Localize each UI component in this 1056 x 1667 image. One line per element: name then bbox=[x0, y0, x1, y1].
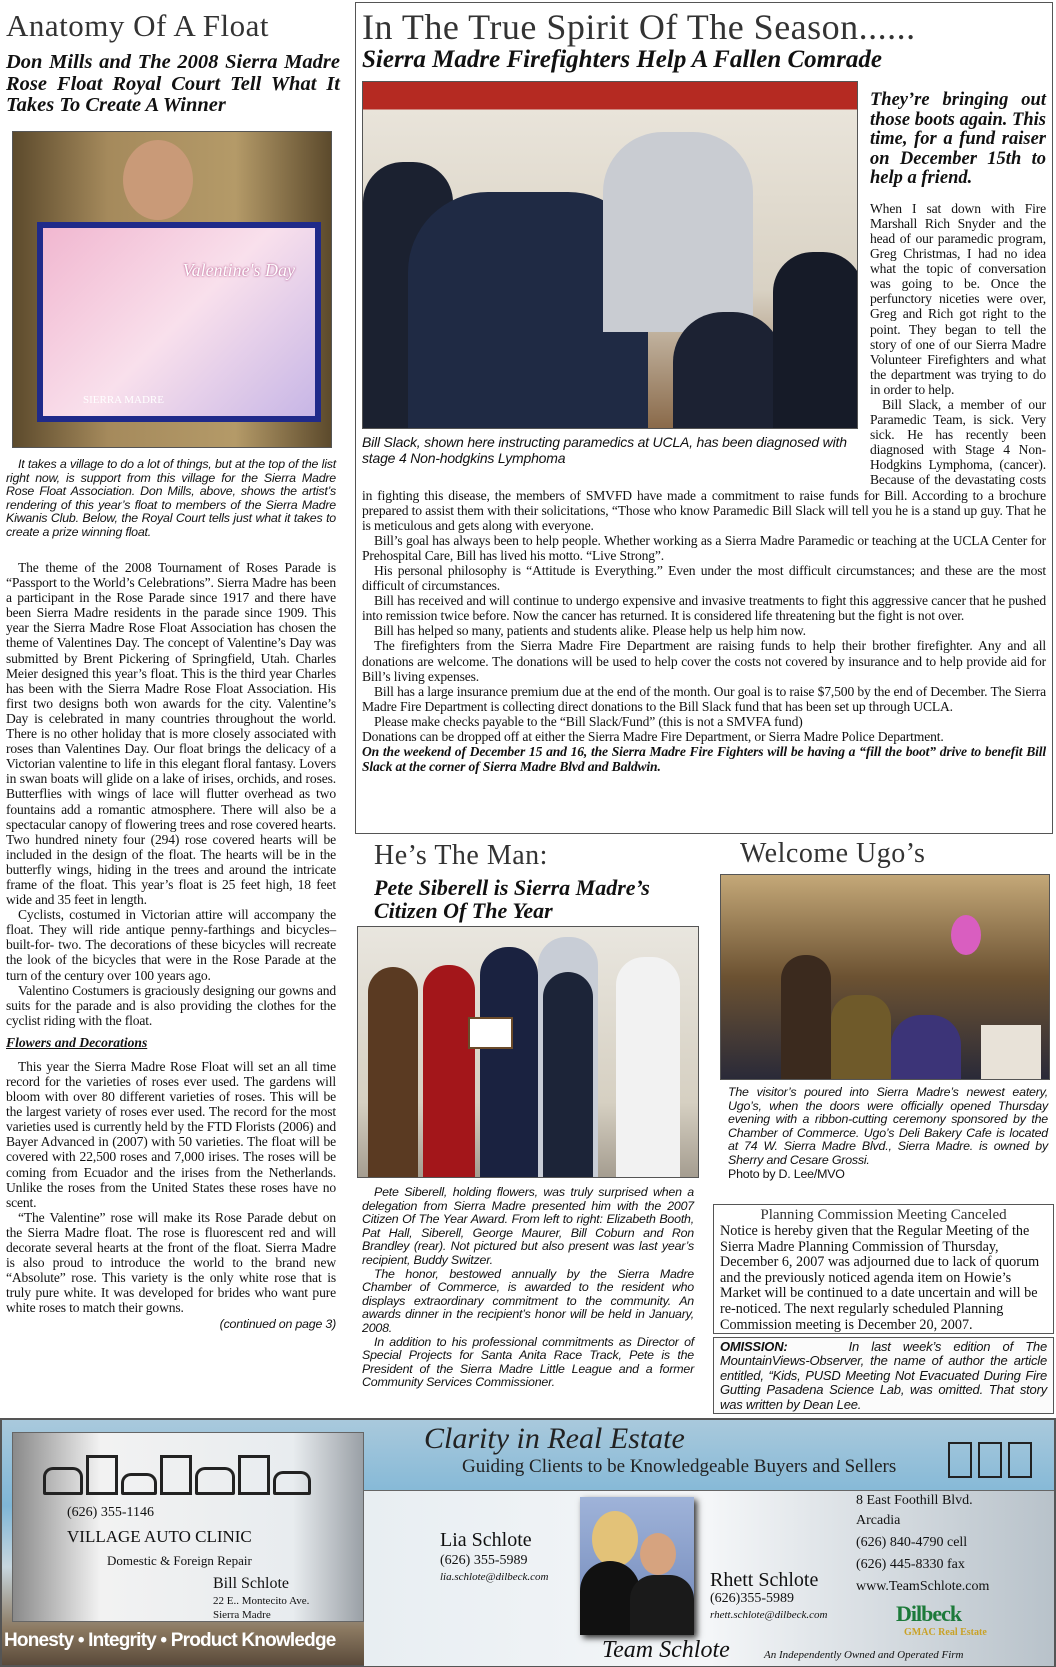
paragraph: Bill Slack, a member of our Paramedic Team, is sick. Very sick. He has recently been diagnosed with Stage 4 Non-Hodgkins Lymphoma, (cancer). Because of the devastating costs in fighting this disease, the members of SMVFD have made a commitment to raise funds for Bill. According to a brochure prepared to assist them with their solicitations, “Those who know Paramedic Bill Slack will tell you he is a stand up guy. That he is meticulous and gets along with everyone. bbox=[362, 396, 1046, 533]
float-rendering-board bbox=[37, 222, 321, 422]
citizen-photo bbox=[357, 926, 699, 1178]
auto-name: VILLAGE AUTO CLINIC bbox=[67, 1527, 252, 1546]
paragraph: Donations can be dropped off at either the Sierra Madre Fire Department, or Sierra Madre Police Department. bbox=[362, 729, 944, 745]
paragraph: “The Valentine” rose will make its Rose Parade debut on the Sierra Madre float. The rose is fluorescent red and will decorate several hearts at the front of the float. Sierra Madre is also proud to introduce the world to the brand new “Absolute” rose. This variety is the only white rose that is truly pure white. It was developed for brides who want pure white roses to match their gowns. bbox=[6, 1209, 336, 1316]
paragraph: Please make checks payable to the “Bill Slack/Fund” (this is not a SMVFA fund) bbox=[374, 713, 803, 729]
omission-body: In last week’s edition of The MountainViews-Observer, the name of author the article entitled, “Kids, PUSD Meeting Not Evacuated During Fire Gutting Pasadena Science Lab, was omitted. That story was written by Dean Lee. bbox=[720, 1339, 1047, 1412]
subhead: Pete Siberell is Sierra Madre’s Citizen Of The Year bbox=[374, 875, 650, 924]
caption-text: Pete Siberell, holding flowers, was truly surprised when a delegation from Sierra Madre presented him with the 2007 Citizen Of The Year Award. From left to right: Elizabeth Booth, Pat Hall, Siberell, George Maurer, Bill Coburn and Ron Brandley (rear). Not pictured but also present was last year’s recipient, Buddy Switzer. bbox=[362, 1185, 694, 1267]
caption-text: It takes a village to do a lot of things, but at the top of the list right now, is support from this village for the Sierra Madre Rose Float Association. Don Mills, above, shows the artist’s rendering of this year’s float to members of the Sierra Madre Kiwanis Club. Below, the Royal Court tells just what it takes to create a prize winning float. bbox=[6, 457, 336, 539]
fire-article bbox=[355, 2, 1053, 834]
team-name: Team Schlote bbox=[602, 1637, 730, 1663]
paragraph: Bill has helped so many, patients and students alike. Please help us help him now. bbox=[374, 623, 806, 639]
float-article bbox=[6, 8, 340, 117]
caption-text: The visitor’s poured into Sierra Madre’s newest eatery, Ugo’s, when the doors were officially opened Thursday evening with a ribbon-cutting ceremony sponsored by the Chamber of Commerce. Ugo’s Deli Bakery Cafe is located at 74 W. Sierra Madre Blvd., Sierra Madre. is owned by Sherry and Cesare Grossi. bbox=[728, 1085, 1048, 1167]
paragraph: Cyclists, costumed in Victorian attire will accompany the float. They will ride antique penny-farthings and bicycles–built-for- two. The decorations of these bicycles will recreate the look of the bicycles that were in the Rose Parade at the turn of the century over 100 years ago. bbox=[6, 907, 336, 983]
person-face bbox=[123, 140, 193, 220]
subhead: Don Mills and The 2008 Sierra Madre Rose Float Royal Court Tell What It Takes To Create A Winner bbox=[6, 51, 340, 117]
agents-photo bbox=[580, 1497, 694, 1635]
auto-phone: (626) 355-1146 bbox=[67, 1505, 154, 1520]
float-article-body bbox=[6, 560, 336, 1331]
rendering-title: Valentine's Day bbox=[182, 260, 295, 280]
paragraph: The theme of the 2008 Tournament of Roses Parade is “Passport to the World’s Celebrations”. Sierra Madre has been a participant in the Rose Parade since 1917 and there have been Sierra Madre residents in the parade since 1909. This year the Sierra Madre Rose Float Association has chosen the theme of Valentines Day. The concept of Valentine’s Day was submitted by Brent Pickering of Springfield, Utah. Charles Meier designed this year’s float. This is the third year Charles has been with the Sierra Madre Rose Float Association. His first two designs both won awards for the city. Valentine’s Day is celebrated in many countries throughout the world. There is no other holiday that is more closely associated with roses than Valentines Day. Our float brings the delicacy of a Victorian valentine to life in this elegant floral fantasy. Lovers in swan boats will glide on a lake of irises, orchids, and roses. Butterflies with wings of lace will flutter overhead as two fountains add a romantic atmosphere. There will also be a spectacular canopy of flowering trees and rose covered hearts. Two hundred ninety four (294) rose covered hearts will be included in the design of the float. The hearts will be in the butterfly wings, hiding in the trees and around the intricate frame of the float. This year’s float is 25 feet high, 18 feet wide and 35 feet in length. bbox=[6, 560, 336, 908]
continued-note: (continued on page 3) bbox=[219, 1316, 336, 1331]
headline: He’s The Man: bbox=[374, 840, 548, 871]
auto-clinic-card bbox=[12, 1432, 364, 1622]
subhead: Sierra Madre Firefighters Help A Fallen Comrade bbox=[362, 46, 882, 73]
vintage-cars-icon bbox=[43, 1455, 343, 1495]
caption-text: The honor, bestowed annually by the Sierra Madre Chamber of Commerce, is awarded to the resident who displays extraordinary commitment to the community. An awards dinner in the recipient’s honor will be held in January, 2008. bbox=[362, 1266, 694, 1335]
firefighters-photo bbox=[362, 81, 858, 429]
headline: In The True Spirit Of The Season...... bbox=[362, 7, 916, 47]
paragraph: This year the Sierra Madre Rose Float will set an all time record for the varieties of roses ever used. The gardens will bloom with over 80 different varieties of roses. This will be the largest variety of roses ever used. The record for the most varieties used is currently held by the FTD Florists (2006) and Bayer Advanced in (2007) with 50 varieties. The float will be covered with 22,500 roses and 7,000 irises. The roses will be coming from Ecuador and the irises from the Netherlands. Unlike the roses from the United States these roses have no scent. bbox=[6, 1058, 336, 1210]
caption-text: In addition to his professional commitments as Director of Special Projects for Santa Anita Race Track, Pete is the President of the Sierra Madre Little League and a former Community Services Commissioner. bbox=[362, 1334, 694, 1390]
realty-card bbox=[364, 1490, 1054, 1666]
closing-paragraph: On the weekend of December 15 and 16, the Sierra Madre Fire Fighters will be having a “fill the boot” drive to benefit Bill Slack at the corner of Sierra Madre Blvd and Baldwin. bbox=[362, 744, 1046, 775]
agent1-name: Lia Schlote bbox=[440, 1529, 532, 1551]
paragraph: Valentino Costumers is graciously designing our gowns and suits for the parade and is also providing the clothes for the cyclist riding with the float. bbox=[6, 982, 336, 1028]
auto-slogan: Honesty • Integrity • Product Knowledge bbox=[4, 1630, 336, 1651]
auto-tagline: Domestic & Foreign Repair bbox=[107, 1553, 252, 1568]
rendering-brand: SIERRA MADRE bbox=[83, 394, 164, 406]
realty-fax: (626) 445-8330 fax bbox=[856, 1557, 965, 1572]
headline: Anatomy Of A Float bbox=[6, 8, 270, 43]
fire-photo-block bbox=[362, 81, 862, 476]
omission-label: OMISSION: bbox=[720, 1339, 788, 1354]
citizen-caption bbox=[362, 1186, 694, 1390]
realty-website: www.TeamSchlote.com bbox=[856, 1579, 990, 1594]
realty-cell: (626) 840-4790 cell bbox=[856, 1535, 968, 1550]
disclaimer: An Independently Owned and Operated Firm bbox=[764, 1649, 964, 1661]
window-logo-icon bbox=[948, 1442, 1032, 1478]
dilbeck-logo: Dilbeck bbox=[896, 1601, 962, 1626]
notice-title: Planning Commission Meeting Canceled bbox=[760, 1207, 1007, 1223]
realty-tagline: Guiding Clients to be Knowledgeable Buyers and Sellers bbox=[462, 1456, 897, 1477]
don-mills-photo bbox=[12, 131, 332, 448]
citizen-article bbox=[374, 840, 694, 922]
pull-quote: They’re bringing out those boots again. This time, for a fund raiser on December 15th to help a friend. bbox=[870, 90, 1046, 189]
fire-photo-caption: Bill Slack, shown here instructing paramedics at UCLA, has been diagnosed with stage 4 Non-hodgkins Lymphoma bbox=[362, 434, 847, 466]
paragraph: Bill’s goal has always been to help people. Whether working as a Sierra Madre Paramedic or teaching at the UCLA Center for Prehospital Care, Bill has lived his motto. “Live Strong”. bbox=[362, 532, 1046, 563]
omission-notice bbox=[713, 1337, 1054, 1414]
agent1-email: lia.schlote@dilbeck.com bbox=[440, 1571, 549, 1583]
advertisement bbox=[0, 1418, 1056, 1667]
agent2-email: rhett.schlote@dilbeck.com bbox=[710, 1609, 828, 1621]
paragraph: Bill has received and will continue to undergo expensive and invasive treatments to fight this aggressive cancer that he pushed into remission twice before. Now the cancer has returned. It is considered life threatening but the fight is not over. bbox=[362, 593, 1046, 624]
agent2-phone: (626)355-5989 bbox=[710, 1591, 794, 1606]
auto-owner: Bill Schlote bbox=[213, 1575, 289, 1592]
paragraph: When I sat down with Fire Marshall Rich Snyder and the head of our paramedic program, Greg Christmas, I had no idea what the topic of conversation was going to be. Once the perfunctory niceties were over, Greg and Rich got right to the point. They began to tell the story of one of our Sierra Madre Volunteer Firefighters and what the department was trying to do in order to help. bbox=[870, 200, 1046, 397]
realty-address: 8 East Foothill Blvd. bbox=[856, 1493, 973, 1508]
auto-city: Sierra Madre bbox=[213, 1609, 271, 1621]
realty-city: Arcadia bbox=[856, 1513, 901, 1528]
paragraph: Bill has a large insurance premium due at the end of the month. Our goal is to raise $7,500 by the end of December. The Sierra Madre Fire Department is collecting direct donations to the Bill Slack fund that has been set up through UCLA. bbox=[362, 683, 1046, 714]
auto-address: 22 E.. Montecito Ave. bbox=[213, 1595, 310, 1607]
section-heading: Flowers and Decorations bbox=[6, 1034, 148, 1050]
agent1-phone: (626) 355-5989 bbox=[440, 1553, 528, 1568]
paragraph: His personal philosophy is “Attitude is Everything.” Even under the most difficult circumstances; and these are the most difficult of circumstances. bbox=[362, 563, 1046, 594]
gmac-logo: GMAC Real Estate bbox=[904, 1627, 987, 1638]
planning-notice bbox=[713, 1204, 1054, 1334]
ugos-photo bbox=[720, 874, 1050, 1080]
ugos-headline: Welcome Ugo’s bbox=[740, 838, 926, 869]
photo-credit: Photo by D. Lee/MVO bbox=[728, 1166, 845, 1181]
paragraph: The firefighters from the Sierra Madre Fire Department are raising funds to help their brother firefighter. Any and all donations are welcome. The donations will be used to help cover the costs not covered by insurance and to help provide aid for Bill’s living expenses. bbox=[362, 638, 1046, 684]
notice-body: Notice is hereby given that the Regular Meeting of the Sierra Madre Planning Commission of Thursday, December 6, 2007 was adjourned due to lack of quorum and the previously noticed agenda item on Howie’s Market will be continued to a date uncertain and will be re-noticed. The next regularly scheduled Planning Commission meeting is December 20, 2007. bbox=[720, 1223, 1040, 1333]
float-photo-caption bbox=[6, 458, 336, 540]
ugos-caption bbox=[728, 1086, 1048, 1181]
agent2-name: Rhett Schlote bbox=[710, 1569, 819, 1591]
realty-title: Clarity in Real Estate bbox=[424, 1422, 685, 1455]
